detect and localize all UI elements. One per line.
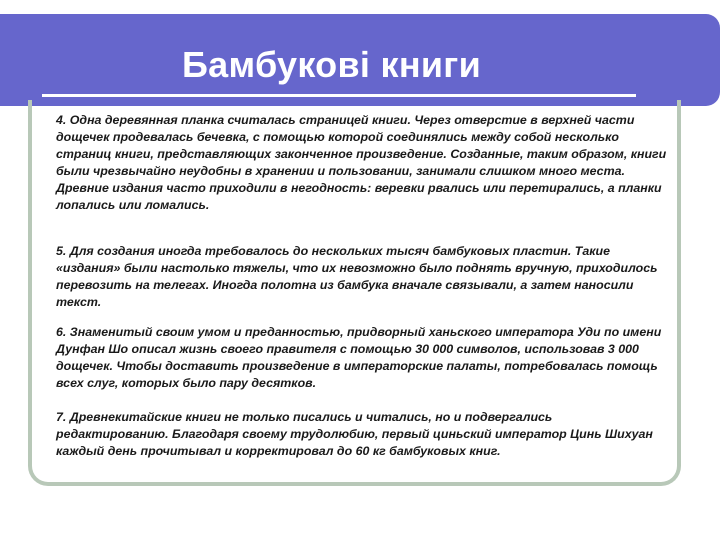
title-underline: [42, 94, 636, 97]
slide-title: Бамбукові книги: [182, 44, 482, 85]
paragraph-4: 4. Одна деревянная планка считалась страницей книги. Через отверстие в верхней части дощечек продевалась бечевка, с помощью которой соединялись между собой несколько страниц книги, представляющих законченное произведение. Созданные, таким образом, книги были чрезвычайно неудобны в хранении и пользовании, занимали слишком много места. Древние издания часто приходили в негодность: веревки рвались или перетирались, а планки лопались или ломались.: [56, 113, 667, 212]
content-body: [56, 112, 668, 460]
paragraph-5: 5. Для создания иногда требовалось до нескольких тысяч бамбуковых пластин. Такие «издания» были настолько тяжелы, что их невозможно было поднять вручную, приходилось перевозить на телегах. Иногда полотна из бамбука вначале связывали, а затем наносили текст.: [56, 244, 658, 309]
paragraph-6: 6. Знаменитый своим умом и преданностью, придворный ханьского императора Уди по имени Дунфан Шо описал жизнь своего правителя с помощью 30 000 символов, использовав 3 000 дощечек. Чтобы доставить произведение в императорские палаты, потребовалась помощь всех слуг, которых было пару десятков.: [56, 325, 662, 390]
paragraph-7: 7. Древнекитайские книги не только писались и читались, но и подвергались редактированию. Благодаря своему трудолюбию, первый циньский император Цинь Шихуан каждый день прочитывал и корректировал до 60 кг бамбуковых книг.: [56, 410, 653, 458]
